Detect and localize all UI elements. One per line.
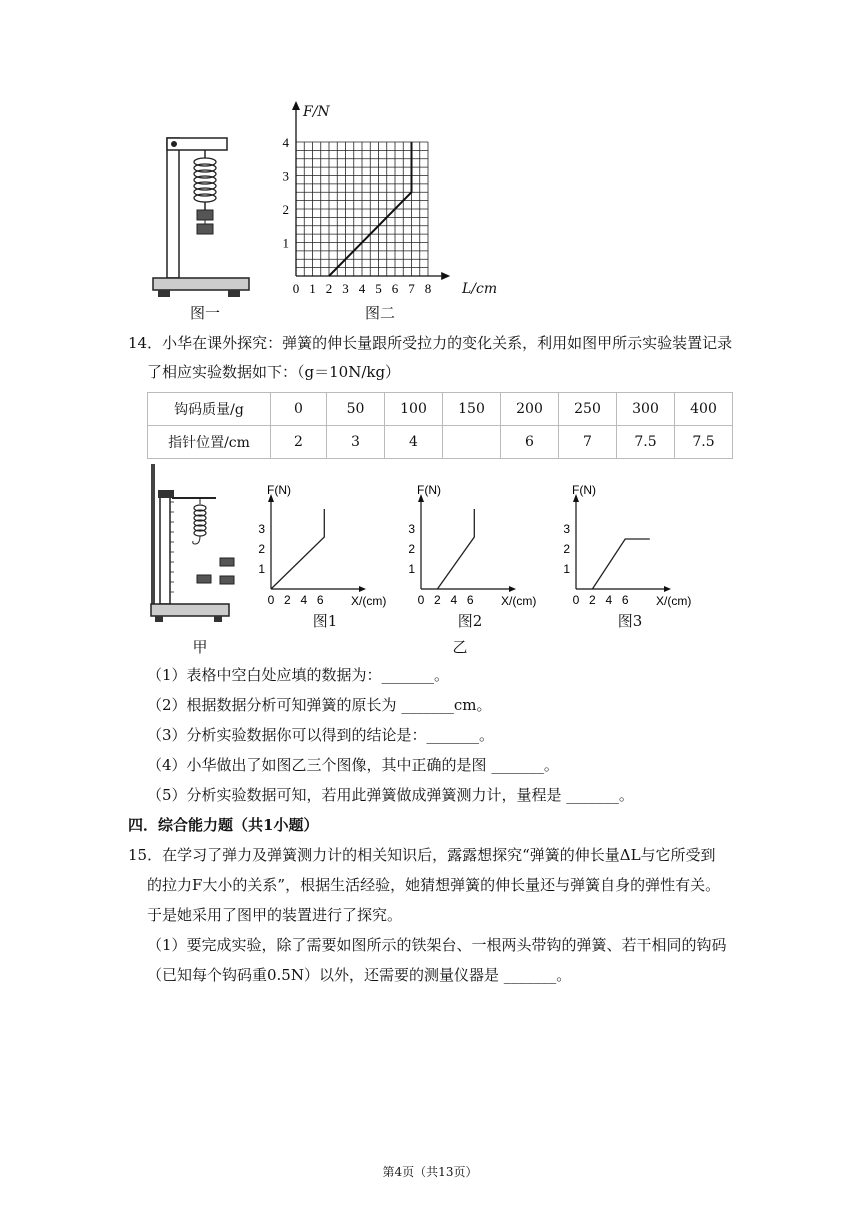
fig2-x-tick: 8 <box>424 281 432 296</box>
table-cell: 50 <box>327 393 385 426</box>
fig2-y-tick: 3 <box>282 168 289 184</box>
table-cell: 250 <box>559 393 617 426</box>
table-cell: 7.5 <box>617 426 675 459</box>
graph-x-tick: 0 <box>417 593 425 607</box>
q15-sub1-line2: （已知每个钩码重0.5N）以外，还需要的测量仪器是 _______。 <box>147 966 572 984</box>
q15-line1: 15．在学习了弹力及弹簧测力计的相关知识后，露露想探究“弹簧的伸长量ΔL与它所受到 <box>128 846 716 864</box>
q14-sub4: （4）小华做出了如图乙三个图像，其中正确的是图 _______。 <box>147 756 559 774</box>
fig2-x-tick: 2 <box>325 281 333 296</box>
fig-jia-apparatus <box>148 462 243 627</box>
table-header-pointer: 指针位置/cm <box>148 426 271 459</box>
fig2-x-axis-label: L/cm <box>462 281 498 297</box>
table-cell-blank <box>443 426 501 459</box>
q14-sub2: （2）根据数据分析可知弹簧的原长为 _______cm。 <box>147 696 492 714</box>
fig2-x-tick: 3 <box>342 281 349 296</box>
table-cell: 100 <box>385 393 443 426</box>
fig2-y-arrow <box>292 101 300 110</box>
table-cell: 6 <box>501 426 559 459</box>
fig2-x-tick: 7 <box>408 281 415 296</box>
graph-line <box>437 509 474 589</box>
q14-sub5: （5）分析实验数据可知，若用此弹簧做成弹簧测力计，量程是 _______。 <box>147 786 634 804</box>
fig2-x-tick: 0 <box>292 281 300 296</box>
table-cell: 3 <box>327 426 385 459</box>
q15-line3: 于是她采用了图甲的装置进行了探究。 <box>147 906 403 924</box>
table-cell: 300 <box>617 393 675 426</box>
graph-y-tick: 2 <box>258 542 265 556</box>
graph-x-arrow <box>509 586 516 592</box>
graph-x-tick: 0 <box>267 593 275 607</box>
table-cell: 4 <box>385 426 443 459</box>
fig2-x-arrow <box>441 272 450 280</box>
table-cell: 7.5 <box>675 426 733 459</box>
fig2-x-tick: 1 <box>309 281 316 296</box>
fig2-grid <box>296 142 428 276</box>
graph-x-arrow <box>664 586 671 592</box>
graph-x-tick: 0 <box>572 593 580 607</box>
page-footer: 第4页（共13页） <box>382 1165 478 1179</box>
graph-x-tick: 6 <box>316 593 324 607</box>
fig2-x-tick: 6 <box>391 281 399 296</box>
graph-2 <box>405 482 555 612</box>
graph-y-label: F(N) <box>417 483 441 497</box>
graph-1 <box>255 482 405 612</box>
table-cell: 150 <box>443 393 501 426</box>
q14-sub1: （1）表格中空白处应填的数据为：_______。 <box>147 666 450 684</box>
graph-y-tick: 1 <box>258 562 265 576</box>
graph-line <box>271 509 324 589</box>
graph-y-tick: 3 <box>258 522 265 536</box>
fig-yi-caption: 乙 <box>452 638 468 656</box>
table-cell: 200 <box>501 393 559 426</box>
fig-jia-caption: 甲 <box>192 638 208 656</box>
graph-x-tick: 2 <box>434 593 441 607</box>
graph-x-label: X/(cm) <box>656 594 692 608</box>
graph-y-tick: 3 <box>563 522 570 536</box>
fig2-y-tick: 1 <box>282 235 289 251</box>
q15-line2: 的拉力F大小的关系”，根据生活经验，她猜想弹簧的伸长量还与弹簧自身的弹性有关。 <box>147 876 721 894</box>
graph-x-label: X/(cm) <box>351 594 387 608</box>
graph-x-tick: 4 <box>300 593 308 607</box>
fig2-x-tick: 4 <box>358 281 366 296</box>
section4-heading: 四．综合能力题（共1小题） <box>128 816 319 834</box>
graph-y-tick: 1 <box>408 562 415 576</box>
fig2-y-axis-label: F/N <box>303 104 330 120</box>
table-row <box>148 393 733 426</box>
graph-3-caption: 图3 <box>617 612 643 630</box>
graph-1-caption: 图1 <box>312 612 338 630</box>
table-row <box>148 426 733 459</box>
graph-y-tick: 2 <box>563 542 570 556</box>
graph-x-tick: 2 <box>284 593 291 607</box>
q14-stem-line1: 14．小华在课外探究：弹簧的伸长量跟所受拉力的变化关系，利用如图甲所示实验装置记录 <box>128 334 733 352</box>
fig2-y-tick: 4 <box>282 135 289 150</box>
graph-y-tick: 1 <box>563 562 570 576</box>
graph-x-tick: 2 <box>589 593 596 607</box>
graph-y-label: F(N) <box>572 483 596 497</box>
fig2-x-tick: 5 <box>375 281 382 296</box>
graph-y-tick: 2 <box>408 542 415 556</box>
graph-x-label: X/(cm) <box>501 594 537 608</box>
graph-x-tick: 4 <box>450 593 458 607</box>
table-cell: 0 <box>271 393 327 426</box>
graph-x-tick: 6 <box>466 593 474 607</box>
graph-2-caption: 图2 <box>457 612 483 630</box>
table-cell: 2 <box>271 426 327 459</box>
fig1-caption: 图一 <box>189 304 220 322</box>
q14-data-table <box>147 392 733 459</box>
graph-y-label: F(N) <box>267 483 291 497</box>
fig1-apparatus <box>150 130 255 300</box>
graph-x-tick: 6 <box>621 593 629 607</box>
graph-y-tick: 3 <box>408 522 415 536</box>
table-cell: 400 <box>675 393 733 426</box>
q14-sub3: （3）分析实验数据你可以得到的结论是：_______。 <box>147 726 495 744</box>
graph-x-arrow <box>359 586 366 592</box>
fig2-graph <box>278 100 498 300</box>
fig2-y-tick: 2 <box>282 202 289 217</box>
graph-line <box>592 539 649 589</box>
table-header-mass: 钩码质量/g <box>148 393 271 426</box>
graph-3 <box>560 482 715 612</box>
graph-x-tick: 4 <box>605 593 613 607</box>
q14-stem-line2: 了相应实验数据如下：（g＝10N/kg） <box>147 363 401 381</box>
table-cell: 7 <box>559 426 617 459</box>
fig2-caption: 图二 <box>364 304 395 322</box>
q15-sub1-line1: （1）要完成实验，除了需要如图所示的铁架台、一根两头带钩的弹簧、若干相同的钩码 <box>147 936 727 954</box>
